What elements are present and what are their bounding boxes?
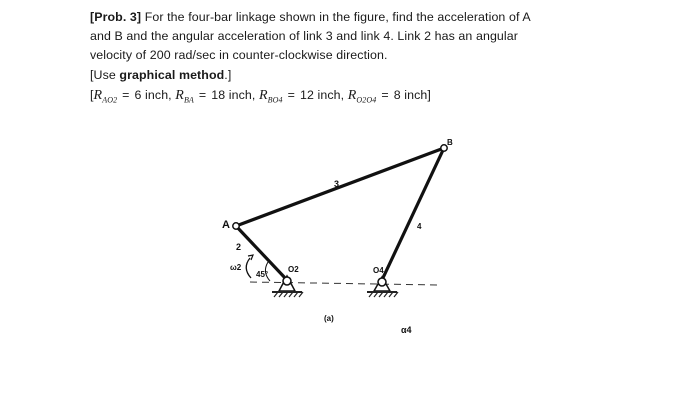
r-o2o4-symbol: R	[347, 88, 357, 103]
r-ba-symbol: R	[175, 88, 184, 103]
r-o2o4-subscript: O2O4	[356, 95, 377, 105]
equals-2: =	[198, 88, 207, 102]
label-omega2: ω2	[230, 263, 242, 272]
equals-4: =	[381, 88, 389, 102]
label-link-4: 4	[417, 222, 422, 231]
equals-3: =	[287, 88, 295, 102]
r-o2o4-value: 8 inch]	[393, 88, 431, 102]
problem-line-2: and B and the angular acceleration of link 3 and link 4. Link 2 has an angular	[90, 29, 518, 43]
ground-reference-line	[250, 282, 440, 285]
figure-caption: (a)	[324, 314, 334, 323]
r-bo4-subscript: BO4	[267, 95, 283, 105]
label-alpha4: α4	[401, 325, 412, 335]
label-link-3: 3	[334, 179, 340, 189]
hint-close: .]	[224, 68, 232, 82]
r-ao2-subscript: AO2	[102, 95, 118, 105]
ground-pivot-o2	[272, 276, 303, 297]
label-angle: 45°	[256, 270, 269, 279]
label-a: A	[222, 219, 230, 231]
given-open-bracket: [	[90, 88, 94, 102]
r-bo4-symbol: R	[259, 88, 268, 103]
r-ao2-value: 6 inch,	[134, 88, 172, 102]
r-ao2-symbol: R	[93, 88, 103, 103]
label-link-2: 2	[236, 242, 242, 252]
omega2-arc	[246, 258, 251, 278]
r-ba-value: 18 inch,	[211, 88, 256, 102]
problem-line-3: velocity of 200 rad/sec in counter-clockwise direction.	[90, 48, 388, 62]
ground-pivot-o4	[367, 277, 398, 297]
r-bo4-value: 12 inch,	[299, 88, 345, 102]
problem-text-1: For the four-bar linkage shown in the figure, find the acceleration of A	[144, 10, 531, 24]
hint-emphasis: graphical method	[119, 68, 225, 82]
label-o2: O2	[288, 265, 299, 274]
joint-a	[233, 223, 239, 229]
label-b: B	[447, 138, 453, 147]
problem-label: [Prob. 3]	[90, 10, 142, 24]
equals-1: =	[122, 88, 130, 102]
label-o4: O4	[373, 266, 384, 275]
r-ba-subscript: BA	[183, 95, 194, 105]
hint-open: [Use	[90, 68, 120, 82]
